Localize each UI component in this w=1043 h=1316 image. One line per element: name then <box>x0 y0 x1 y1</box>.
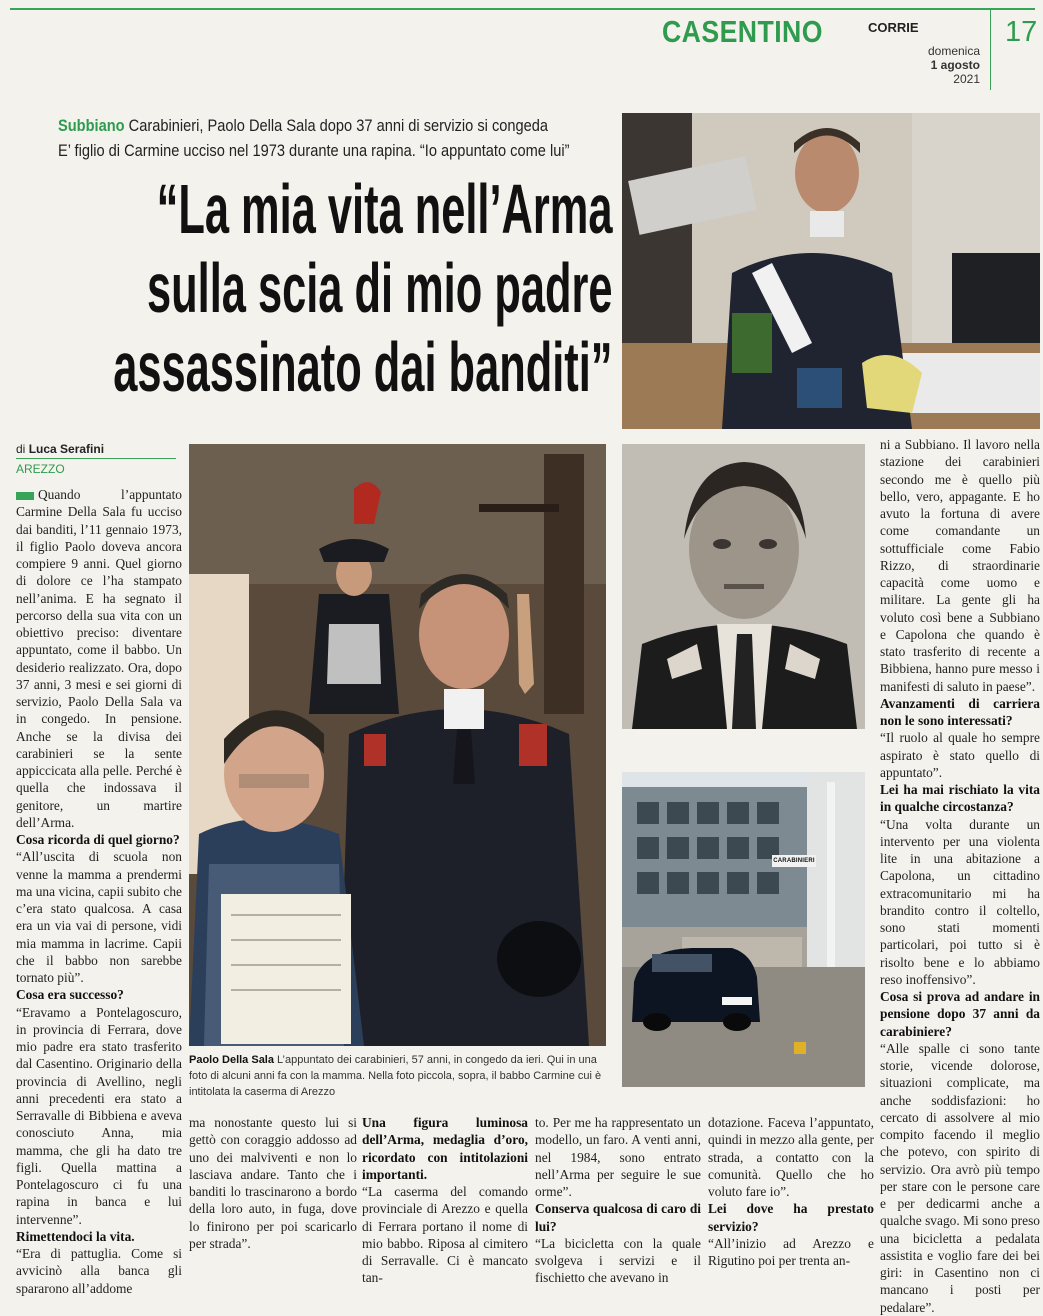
byline-rule <box>16 458 176 459</box>
article-paragraph: “All’uscita di scuola non venne la mamma a prendermi ma una vicina, capii subito che c’era stato qualcosa. A casa era un via vai di persone, vidi mia mamma in lacrime. Capii che il babbo non sarebbe tornato più”. <box>16 849 182 985</box>
date-main: 1 agosto <box>930 58 980 72</box>
article-column-2 <box>189 1114 357 1252</box>
article-column-5 <box>708 1114 874 1269</box>
photo-carmine-portrait <box>622 444 865 729</box>
article-paragraph: dotazione. Faceva l’appuntato, quindi in mezzo alla gente, per strada, a contatto con la comunità. Quello che ho voluto fare io”. <box>708 1115 874 1199</box>
interview-question: Avanzamenti di carriera non le sono interessati? <box>880 695 1040 728</box>
article-paragraph: to. Per me ha rappresentato un modello, un faro. A venti anni, nel 1984, sono entrato nell’Arma per seguire le sue orme”. <box>535 1115 701 1199</box>
barracks-sign: CARABINIERI <box>772 855 816 867</box>
article-paragraph: “La caserma del comando provinciale di Arezzo e quella di Ferrara portano il nome di mio babbo. Riposa al cimitero di Serravalle. Ci è mancato tan- <box>362 1184 528 1286</box>
article-paragraph: “Alle spalle ci sono tante storie, vicende dolorose, situazioni complicate, ma anche soddisfazioni: ho cercato di assolvere al mio compito facendo il meglio che potevo, con spirito di servizio. Ora avrò più tempo per stare con le persone care e per dedicarmi anche a qualche svago. Mi sono preso una bicicletta a pedalata assistita e voglio fare dei bei giri: in Casentino non ci mancano i posti per pedalare”. <box>880 1040 1040 1315</box>
headline-line-2: sulla scia di mio padre <box>146 249 613 327</box>
article-paragraph <box>16 486 182 831</box>
byline: di Luca Serafini <box>16 442 105 456</box>
photo-carabiniere-at-desk <box>622 113 1040 429</box>
kicker-line-2: E’ figlio di Carmine ucciso nel 1973 durante una rapina. “Io appuntato come lui” <box>58 141 570 160</box>
interview-question: Rimettendoci la vita. <box>16 1228 135 1244</box>
newspaper-name: CORRIE <box>868 20 919 35</box>
date-year: 2021 <box>953 72 980 86</box>
article-paragraph: “Eravamo a Pontelagoscuro, in provincia di Ferrara, dove mio padre era stato trasferito dal Casentino. Originario della provincia di Avellino, negli anni precedenti era stato a Serravalle di Bibbiena e aveva conosciuto Anna, mia mamma, che gli ha dato tre figli. Quella mattina a Pontelagoscuro ci fu una rapina in banca e lui intervenne”. <box>16 1004 182 1227</box>
interview-question: Conserva qualcosa di caro di lui? <box>535 1201 701 1234</box>
top-rule <box>10 8 1035 10</box>
date-day: domenica <box>927 44 980 58</box>
headline-line-1: “La mia vita nell’Arma <box>156 170 613 248</box>
section-title: CASENTINO <box>662 14 823 49</box>
interview-question: Lei dove ha prestato servizio? <box>708 1201 874 1234</box>
author-name: Luca Serafini <box>28 442 105 456</box>
caption-name: Paolo Della Sala <box>189 1054 274 1066</box>
issue-date <box>900 44 980 86</box>
lead-marker <box>16 492 34 500</box>
kicker-line-1 <box>58 114 548 138</box>
interview-question: Lei ha mai rischiato la vita in qualche circostanza? <box>880 782 1040 815</box>
interview-question: Cosa si prova ad andare in pensione dopo 37 anni da carabiniere? <box>880 989 1040 1039</box>
kicker-location: Subbiano <box>58 116 125 135</box>
article-column-6 <box>880 436 1040 1316</box>
interview-question: Cosa ricorda di quel giorno? <box>16 832 180 847</box>
headline <box>8 170 613 407</box>
article-paragraph: “Era di pattuglia. Come si avvicinò alla banca gli spararono all’addome <box>16 1246 182 1296</box>
lead-text: Quando l’appuntato Carmine Della Sala fu ucciso dai banditi, l’11 gennaio 1973, il figlio Paolo doveva ancora compiere 9 anni. Quel giorno di dolore ce l’ha stampato nell’anima. E ha segnato il percorso della sua vita con un obiettivo preciso: diventare appuntato, come il babbo. Un desiderio realizzato. Ora, dopo 37 anni, 3 mesi e sei giorni di servizio, Paolo Della Sala va in congedo. In pensione. Anche se la divisa dei carabinieri se la sente appiccicata alla pelle. Perché è quella che indossava il genitore, un martire dell’Arma. <box>16 487 182 830</box>
article-paragraph: “Una volta durante un intervento per una violenta lite in una abitazione a Capolona, un cittadino extracomunitario mi ha brandito contro il coltello, sono stati momenti particolari, poi tutto si è risolto bene e lo abbiamo reso inoffensivo”. <box>880 816 1040 987</box>
article-paragraph: “La bicicletta con la quale svolgeva i servizi e il fischietto che avevano in <box>535 1235 701 1286</box>
caption-text: L’appuntato dei carabinieri, 57 anni, in congedo da ieri. Qui in una foto di alcuni anni fa con la mamma. Nella foto piccola, sopra, il babbo Carmine cui è intitolata la caserma di Arezzo <box>189 1054 602 1098</box>
article-paragraph: ma nonostante questo lui si gettò con coraggio addosso ad uno dei malviventi e non lo lasciava andare. Tanto che i banditi lo trascinarono a bordo della loro auto, in fuga, dove lo finirono per poi scaricarlo per strada”. <box>189 1115 357 1251</box>
header-divider <box>990 10 991 90</box>
interview-question: Una figura luminosa dell’Arma, medaglia d’oro, ricordato con intitolazioni importanti. <box>362 1115 528 1182</box>
interview-question: Cosa era successo? <box>16 987 124 1003</box>
article-paragraph: “Il ruolo al quale ho sempre aspirato è stato quello di appuntato”. <box>880 730 1040 780</box>
photo-carabinieri-barracks <box>622 772 865 1087</box>
article-paragraph: ni a Subbiano. Il lavoro nella stazione dei carabinieri secondo me è quello più bello, vero, appagante. E ho avuto la fortuna di avere come comandante un sottufficiale come Fabio Rizzo, di straordinarie capacità come uomo e militare. La gente gli ha voluto così bene a Subbiano e Capolona che quando è stato trasferito di recente a Bibbiena, hanno pure messo i manifesti di saluto in paese”. <box>880 437 1040 694</box>
article-column-3 <box>362 1114 528 1287</box>
headline-line-3: assassinato dai banditi” <box>113 328 613 406</box>
kicker-text: Carabinieri, Paolo Della Sala dopo 37 anni di servizio si congeda <box>128 116 549 135</box>
article-column-1 <box>16 486 182 1297</box>
photo-paolo-with-mother <box>189 444 606 1046</box>
article-column-4 <box>535 1114 701 1287</box>
dateline: AREZZO <box>16 462 65 476</box>
page-number: 17 <box>1005 16 1038 48</box>
photo-caption <box>189 1052 606 1100</box>
article-paragraph: “All’inizio ad Arezzo e Rigutino poi per trenta an- <box>708 1235 874 1268</box>
